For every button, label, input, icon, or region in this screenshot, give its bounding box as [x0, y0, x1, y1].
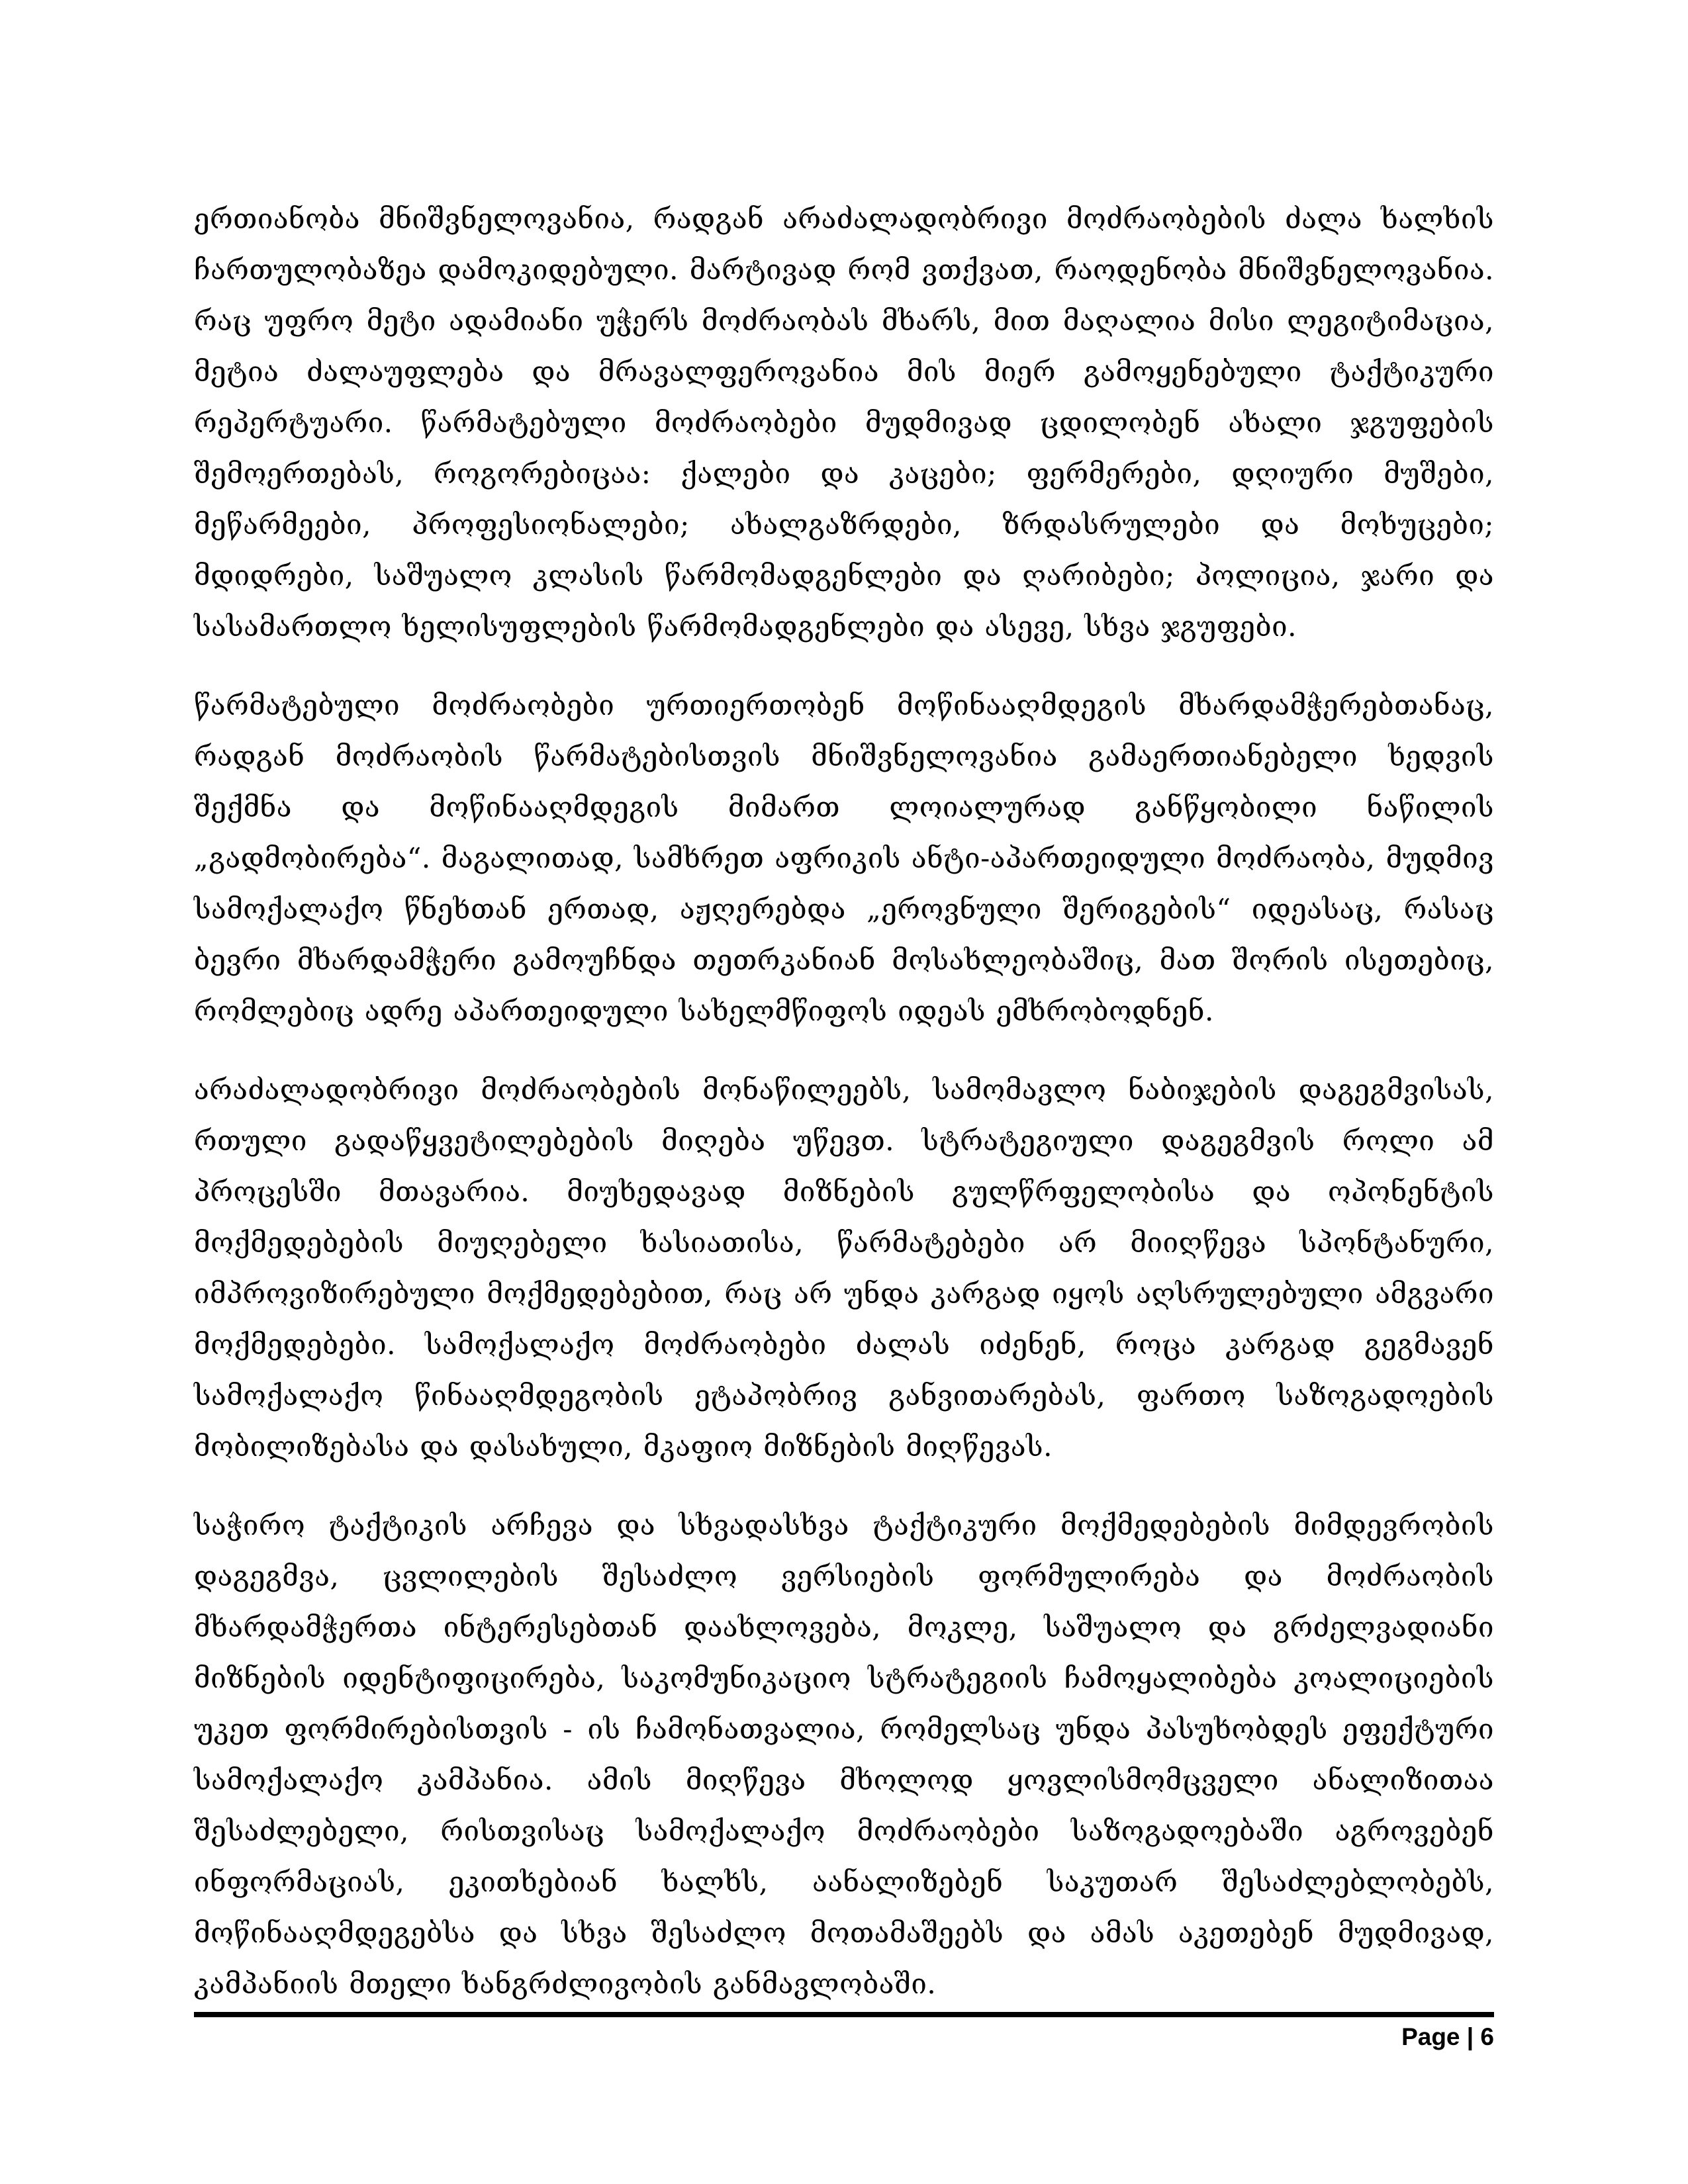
- paragraph-4: საჭირო ტაქტიკის არჩევა და სხვადასხვა ტაქტიკური მოქმედებების მიმდევრობის დაგეგმვა, ცვლილების შესაძლო ვერსიების ფორმულირება და მოძრაობის მხარდამჭერთა ინტერესებთან დაახლოვება, მოკლე, საშუალო და გრძელვადიანი მიზნების იდენტიფიცირება, საკომუნიკაციო სტრატეგიის ჩამოყალიბება კოალიციების უკეთ ფორმირებისთვის - ის ჩამონათვალია, რომელსაც უნდა პასუხობდეს ეფექტური სამოქალაქო კამპანია. ამის მიღწევა მხოლოდ ყოვლისმომცველი ანალიზითაა შესაძლებელი, რისთვისაც სამოქალაქო მოძრაობები საზოგადოებაში აგროვებენ ინფორმაციას, ეკითხებიან ხალხს, აანალიზებენ საკუთარ შესაძლებლობებს, მოწინააღმდეგებსა და სხვა შესაძლო მოთამაშეებს და ამას აკეთებენ მუდმივად, კამპანიის მთელი ხანგრძლივობის განმავლობაში.: [194, 1509, 1494, 2000]
- paragraph-1: ერთიანობა მნიშვნელოვანია, რადგან არაძალადობრივი მოძრაობების ძალა ხალხის ჩართულობაზეა დამოკიდებული. მარტივად რომ ვთქვათ, რაოდენობა მნიშვნელოვანია. რაც უფრო მეტი ადამიანი უჭერს მოძრაობას მხარს, მით მაღალია მისი ლეგიტიმაცია, მეტია ძალაუფლება და მრავალფეროვანია მის მიერ გამოყენებული ტაქტიკური რეპერტუარი. წარმატებული მოძრაობები მუდმივად ცდილობენ ახალი ჯგუფების შემოერთებას, როგორებიცაა: ქალები და კაცები; ფერმერები, დღიური მუშები, მეწარმეები, პროფესიონალები; ახალგაზრდები, ზრდასრულები და მოხუცები; მდიდრები, საშუალო კლასის წარმომადგენლები და ღარიბები; პოლიცია, ჯარი და სასამართლო ხელისუფლების წარმომადგენლები და ასევე, სხვა ჯგუფები.: [194, 203, 1494, 643]
- footer-rule: [194, 2012, 1494, 2017]
- paragraph-3: არაძალადობრივი მოძრაობების მონაწილეებს, სამომავლო ნაბიჯების დაგეგმვისას, რთული გადაწყვეტილებების მიღება უწევთ. სტრატეგიული დაგეგმვის როლი ამ პროცესში მთავარია. მიუხედავად მიზნების გულწრფელობისა და ოპონენტის მოქმედებების მიუღებელი ხასიათისა, წარმატებები არ მიიღწევა სპონტანური, იმპროვიზირებული მოქმედებებით, რაც არ უნდა კარგად იყოს აღსრულებული ამგვარი მოქმედებები. სამოქალაქო მოძრაობები ძალას იძენენ, როცა კარგად გეგმავენ სამოქალაქო წინააღმდეგობის ეტაპობრივ განვითარებას, ფართო საზოგადოების მობილიზებასა და დასახული, მკაფიო მიზნების მიღწევას.: [194, 1073, 1494, 1463]
- page-number-label: Page | 6: [1401, 2023, 1494, 2050]
- paragraph-2: წარმატებული მოძრაობები ურთიერთობენ მოწინააღმდეგის მხარდამჭერებთანაც, რადგან მოძრაობის წარმატებისთვის მნიშვნელოვანია გამაერთიანებელი ხედვის შექმნა და მოწინააღმდეგის მიმართ ლოიალურად განწყობილი ნაწილის „გადმობირება“. მაგალითად, სამხრეთ აფრიკის ანტი-აპართეიდული მოძრაობა, მუდმივ სამოქალაქო წნეხთან ერთად, აჟღერებდა „ეროვნული შერიგების“ იდეასაც, რასაც ბევრი მხარდამჭერი გამოუჩნდა თეთრკანიან მოსახლეობაშიც, მათ შორის ისეთებიც, რომლებიც ადრე აპართეიდული სახელმწიფოს იდეას ემხრობოდნენ.: [194, 689, 1494, 1027]
- document-body: [194, 193, 1494, 2037]
- page-footer: [194, 2012, 1494, 2051]
